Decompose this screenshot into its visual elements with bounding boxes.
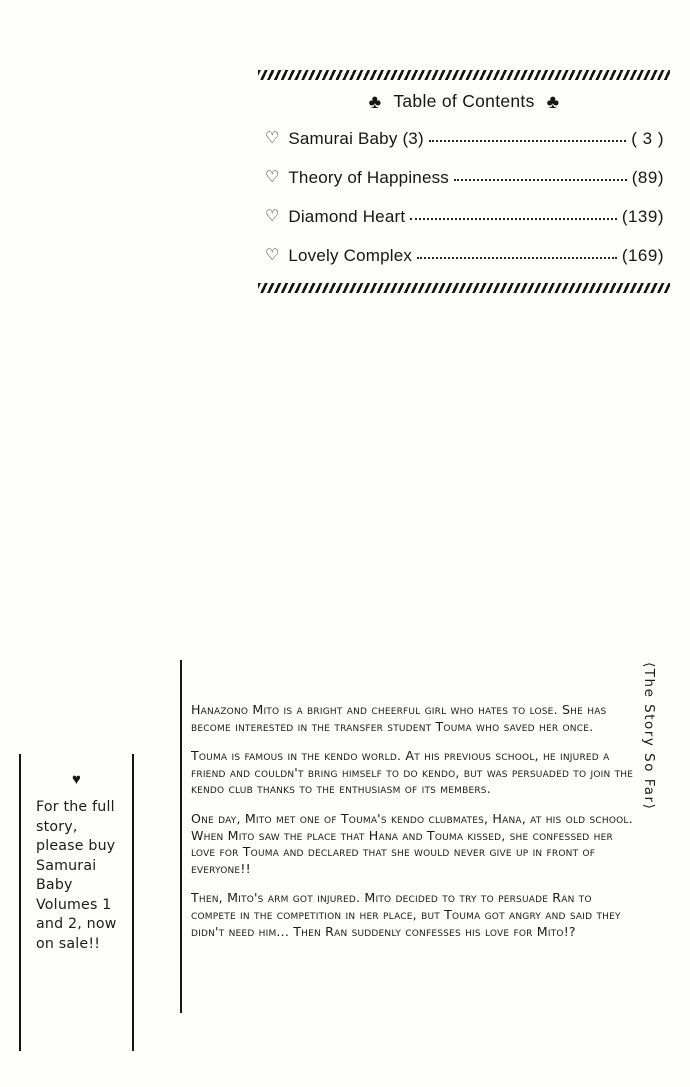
heart-icon: ♡ bbox=[265, 129, 280, 147]
toc-entry-list bbox=[258, 119, 670, 275]
sale-note-box bbox=[19, 754, 134, 1051]
toc-entry-title: Samurai Baby (3) bbox=[288, 128, 424, 148]
toc-entry bbox=[258, 119, 670, 158]
sale-note-text: For the full story, please buy Samurai Baby Volumes 1 and 2, now on sale!! bbox=[36, 799, 117, 952]
toc-entry-title: Lovely Complex bbox=[288, 245, 413, 265]
story-paragraph: Hanazono Mito is a bright and cheerful girl who hates to lose. She has become interested in the transfer student Touma who saved her once. bbox=[191, 702, 607, 734]
heart-icon: ♡ bbox=[265, 207, 280, 225]
toc-entry bbox=[258, 158, 670, 197]
dot-leader bbox=[429, 140, 626, 142]
story-paragraph: Touma is famous in the kendo world. At his previous school, he injured a friend and couldn't bring himself to do kendo, but was persuaded to join the kendo club thanks to the enthusiasm of its members. bbox=[191, 748, 634, 797]
story-summary bbox=[191, 702, 634, 953]
story-so-far-vertical-header: ⟨The Story So Far⟩ bbox=[641, 662, 657, 811]
toc-title-text: Table of Contents bbox=[393, 91, 535, 111]
toc-entry-title: Diamond Heart bbox=[288, 206, 406, 226]
club-suit-icon: ♣ bbox=[368, 92, 382, 113]
toc-entry-title: Theory of Happiness bbox=[288, 167, 450, 187]
story-paragraph: One day, Mito met one of Touma's kendo clubmates, Hana, at his old school. When Mito saw the place that Hana and Touma kissed, she confessed her love for Touma and declared that she would never give up in front of everyone!! bbox=[191, 810, 633, 876]
toc-entry bbox=[258, 197, 670, 236]
decorative-hatch-border-top bbox=[258, 70, 670, 80]
heart-icon: ♡ bbox=[265, 246, 280, 264]
toc-entry-page-number: (169) bbox=[621, 245, 664, 265]
heart-icon: ♥ bbox=[72, 771, 81, 788]
heart-icon: ♡ bbox=[265, 168, 280, 186]
dot-leader bbox=[417, 257, 617, 259]
toc-title bbox=[258, 91, 670, 113]
story-divider-line bbox=[180, 660, 182, 1013]
toc-entry-page-number: (139) bbox=[621, 206, 664, 226]
decorative-hatch-border-bottom bbox=[258, 283, 670, 293]
toc-entry-page-number: ( 3 ) bbox=[631, 128, 664, 148]
dot-leader bbox=[454, 179, 627, 181]
toc-entry-page-number: (89) bbox=[631, 167, 664, 187]
table-of-contents bbox=[258, 70, 670, 293]
dot-leader bbox=[410, 218, 617, 220]
toc-entry bbox=[258, 236, 670, 275]
story-paragraph: Then, Mito's arm got injured. Mito decided to try to persuade Ran to compete in the competition in her place, but Touma got angry and said they didn't need him... Then Ran suddenly confesses his love for Mito!? bbox=[191, 890, 621, 939]
club-suit-icon: ♣ bbox=[546, 92, 560, 113]
